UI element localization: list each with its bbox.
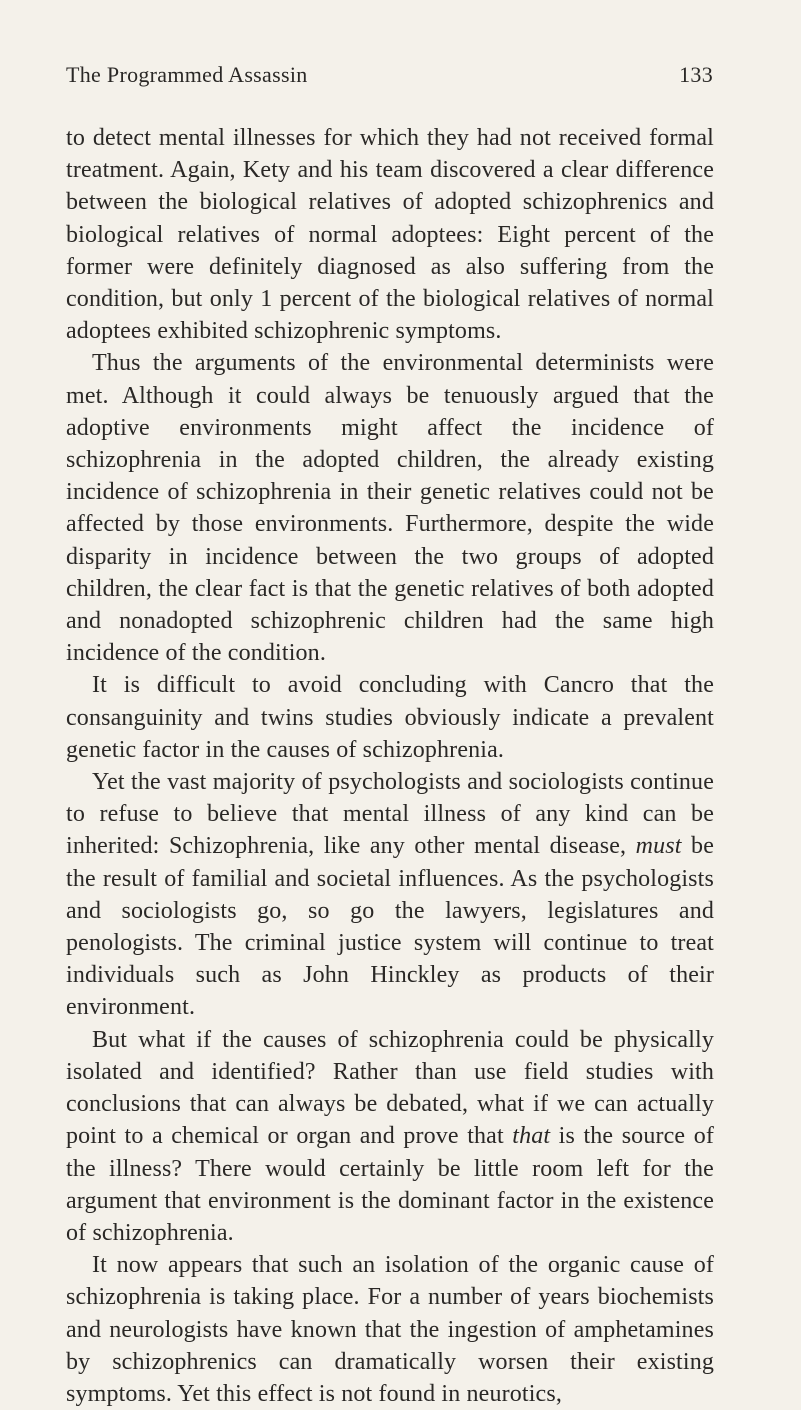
paragraph-5-part-1: But what if the causes of schizophrenia could be physically isolated and identified? Rather than use field studies with conclusions that can always be debated, what if we can actually point to a chemical or organ and prove that <box>66 1026 714 1150</box>
body-text <box>66 122 714 1410</box>
paragraph-6: It now appears that such an isolation of the organic cause of schizophrenia is taking place. For a number of years biochemists and neurologists have known that the ingestion of amphetamines by schizophrenics can dramatically worsen their existing symptoms. Yet this effect is not found in neurotics, <box>66 1252 714 1407</box>
paragraph-5-part-2: is the source of the illness? There would certainly be little room left for the argument that environment is the dominant factor in the existence of schizophrenia. <box>66 1123 714 1246</box>
page-number: 133 <box>679 62 713 87</box>
paragraph-4-part-2: be the result of familial and societal influences. As the psychologists and sociologists go, so go the lawyers, legislatures and penologists. The criminal justice system will continue to treat individuals such as John Hinckley as products of their environment. <box>66 833 715 1021</box>
running-header <box>66 62 713 92</box>
paragraph-2: Thus the arguments of the environmental determinists were met. Although it could always be tenuously argued that the adoptive environments might affect the incidence of schizophrenia in the adopted children, the already existing incidence of schizophrenia in their genetic relatives could not be affected by those environments. Furthermore, despite the wide disparity in incidence between the two groups of adopted children, the clear fact is that the genetic relatives of both adopted and nonadopted schizophrenic children had the same high incidence of the condition. <box>66 350 714 667</box>
paragraph-1: to detect mental illnesses for which they had not received formal treatment. Again, Kety and his team discovered a clear difference between the biological relatives of adopted schizophrenics and biological relatives of normal adoptees: Eight percent of the former were definitely diagnosed as also suffering from the condition, but only 1 percent of the biological relatives of normal adoptees exhibited schizophrenic symptoms. <box>66 125 714 345</box>
paragraph-4 <box>66 766 714 1024</box>
paragraph-4-part-1: Yet the vast majority of psychologists and sociologists continue to refuse to believe that mental illness of any kind can be inherited: Schizophrenia, like any other mental disease, <box>66 769 714 860</box>
running-title: The Programmed Assassin <box>66 62 308 87</box>
paragraph-3: It is difficult to avoid concluding with Cancro that the consanguinity and twins studies obviously indicate a prevalent genetic factor in the causes of schizophrenia. <box>66 672 714 763</box>
paragraph-4-emphasis: must <box>635 833 682 860</box>
paragraph-5-emphasis: that <box>512 1123 551 1150</box>
paragraph-5 <box>66 1024 714 1249</box>
